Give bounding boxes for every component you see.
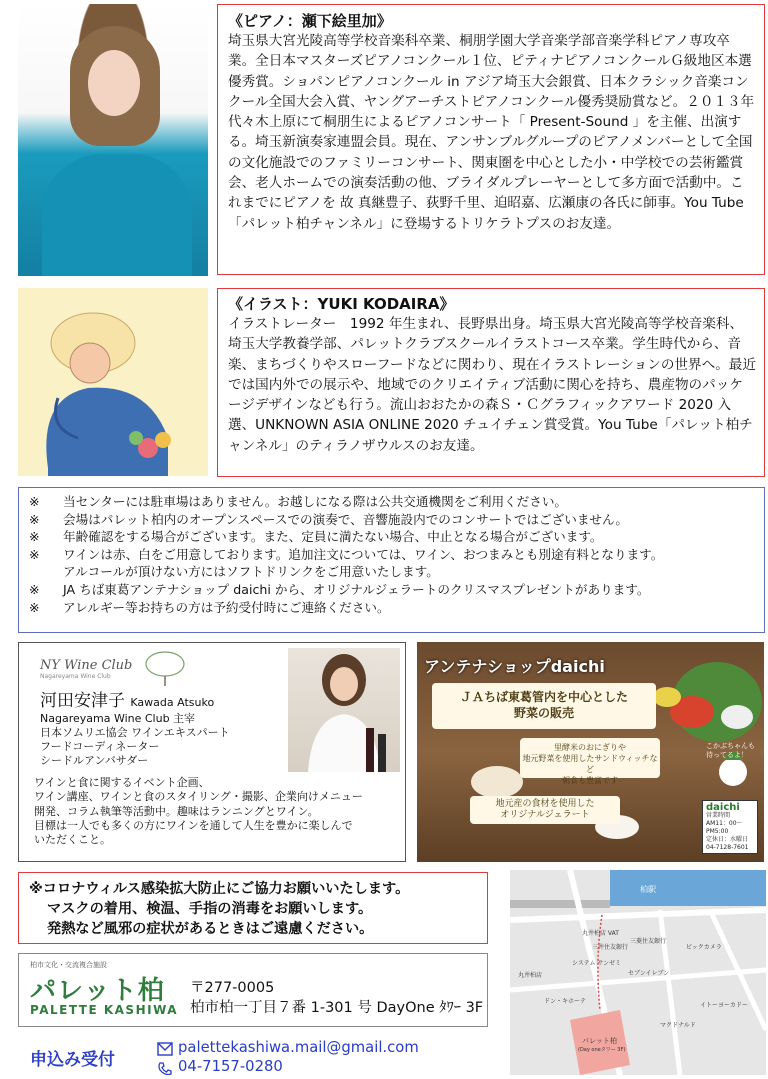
- venue-postal-code: 〒277-0005: [190, 980, 275, 996]
- notice-mark: ※: [29, 529, 40, 545]
- map-label: 丸井柏店 VAT: [582, 930, 619, 937]
- sommelier-name: [40, 690, 214, 714]
- shop-card-line: 地元野菜を使用したサンドウィッチなど: [522, 754, 658, 774]
- contact-email-link[interactable]: palettekashiwa.mail@gmail.com: [178, 1039, 419, 1056]
- radish-line: こかぶちゃんも: [706, 742, 755, 750]
- shop-card-line: 里酵米のおにぎりや: [554, 743, 626, 752]
- wine-club-logo: [40, 658, 190, 688]
- notice-item: [29, 599, 754, 617]
- shop-info-line: AM11：00～PM5:00: [706, 820, 743, 835]
- pianist-photo: [18, 4, 208, 276]
- desc-line: いただくこと。: [34, 833, 111, 847]
- shop-card-line: オリジナルジェラート: [500, 810, 590, 820]
- illust-title: 《イラスト：YUKI KODAIRA》: [228, 295, 455, 313]
- desc-line: 目標は一人でも多くの方にワインを通して人生を豊かに楽しんで: [34, 818, 353, 832]
- sommelier-titles: [40, 712, 230, 768]
- piano-body: 埼玉県大宮光陵高等学校音楽科卒業、桐朋学園大学音楽学部音楽学科ピアノ専攻卒業。全日本マスターズピアノコンクール１位、ピティナピアノコンクールＧ級地区本選優秀賞。ショパンピアノコンクール in アジア埼玉大会銀賞、日本クラシック音楽コンクール全国大会入賞、ヤングアーチストピアノコンクール優秀奨励賞など。２０１３年代々木上原にて桐朋生によるピアノコンサート「 Present-Sound 」を主催、出演する。埼玉新演奏家連盟会員。現在、アンサンブルグループのピアノメンバーとして全国の文化施設でのファミリーコンサート、関東圏を中心とした小・中学校での芸術鑑賞会、老人ホームでの演奏活動の他、ブライダルプレーヤーとして多方面で活動中。これまでにピアノを 故 真継豊子、荻野千里、迫昭嘉、広瀬康の各氏に師事。You Tube「パレット柏チャンネル」に登場するトリケラトプスのお友達。: [228, 33, 755, 232]
- notice-text: JA ちば東葛アンテナショップ daichi から、オリジナルジェラートのクリスマスプレゼントがあります。: [63, 581, 650, 597]
- map-label: (Day oneタワー 3F): [578, 1047, 626, 1053]
- access-map: [510, 870, 766, 1075]
- piano-profile-box: [217, 4, 765, 275]
- notice-item: [29, 581, 754, 599]
- sommelier-photo: [288, 648, 400, 772]
- map-label: ビックカメラ: [686, 944, 722, 951]
- shop-info-line: 04-7128-7601: [706, 844, 749, 851]
- sommelier-name-jp: 河田安津子: [40, 691, 125, 711]
- shop-info-card: [702, 800, 758, 854]
- notice-text: ワインは赤、白をご用意しております。追加注文については、ワイン、おつまみとも別途有料となります。: [63, 546, 664, 562]
- corona-notice: [18, 872, 488, 944]
- sommelier-title: シードルアンバサダー: [40, 754, 149, 767]
- illust-profile-box: [217, 288, 765, 477]
- venue-logo-en: PALETTE KASHIWA: [30, 1003, 179, 1017]
- shop-card-line: 野菜の販売: [513, 706, 574, 720]
- sommelier-title: 日本ソムリエ協会 ワインエキスパート: [40, 726, 230, 739]
- notice-continuation: アルコールが頂けない方にはソフトドリンクをご用意いたします。: [63, 564, 439, 580]
- corona-line: ※コロナウィルス感染拡大防止にご協力お願いいたします。: [29, 881, 410, 897]
- notice-text: アレルギー等お持ちの方は予約受付時にご連絡ください。: [63, 599, 390, 615]
- shop-card-vegetables: [432, 683, 656, 729]
- radish-line: 待ってるよ！: [706, 751, 748, 759]
- notice-item: [29, 511, 754, 529]
- illustration-drawing: [18, 288, 208, 476]
- notice-item: [29, 546, 754, 564]
- venue-address: 柏市柏一丁目７番 1-301 号 DayOne ﾀﾜｰ 3F: [190, 1000, 484, 1016]
- shop-card-line: 朝食も豊富です: [562, 776, 618, 785]
- map-label: イトーヨーカドー: [700, 1002, 748, 1009]
- map-label: マクドナルド: [660, 1022, 696, 1029]
- notice-text: 当センターには駐車場はありません。お越しになる際は公共交通機関をご利用ください。: [63, 494, 568, 509]
- notice-text: 会場はパレット柏内のオープンスペースでの演奏で、音響施設内でのコンサートではございません。: [63, 511, 628, 527]
- shop-info-line: 営業時間: [706, 812, 731, 819]
- illustration-image: [18, 288, 208, 476]
- desc-line: ワイン講座、ワインと食のスタイリング・撮影、企業向けメニュー: [34, 790, 363, 804]
- notice-item: [29, 493, 754, 511]
- map-label: パレット柏: [582, 1037, 617, 1045]
- wine-club-logo-sub: Nagareyama Wine Club: [40, 673, 111, 680]
- notice-text: 年齢確認をする場合がございます。また、定員に満たない場合、中止となる場合がございます。: [63, 529, 603, 545]
- wine-club-logo-text: NY Wine Club: [40, 658, 133, 673]
- radish-mascot-text: [706, 742, 766, 760]
- corona-line: 発熱など風邪の症状があるときはご遠慮ください。: [47, 921, 374, 937]
- sommelier-description: [34, 776, 404, 847]
- tree-icon: [144, 650, 186, 686]
- venue-subtitle: 柏市文化・交流複合施設: [30, 961, 107, 969]
- sommelier-name-en: Kawada Atsuko: [130, 696, 215, 709]
- map-label: 三菱住友銀行: [630, 938, 667, 945]
- apply-heading: 申込み受付: [30, 1050, 115, 1070]
- notice-mark: ※: [29, 494, 40, 509]
- map-label: システム サンゼミ: [572, 960, 622, 967]
- pianist-face: [88, 50, 140, 116]
- map-label: 丸井柏店: [518, 972, 543, 979]
- shop-card-onigiri: [520, 738, 660, 785]
- shop-info-line: 定休日：水曜日: [706, 836, 749, 843]
- shop-card-line: ＪＡちば東葛管内を中心とした: [459, 690, 628, 704]
- shop-title: アンテナショップdaichi: [424, 657, 605, 676]
- phone-icon: [157, 1061, 173, 1077]
- notice-mark: ※: [29, 581, 40, 597]
- map-label: 柏駅: [640, 885, 656, 894]
- notice-mark: ※: [29, 599, 40, 615]
- sommelier-title: フードコーディネーター: [40, 740, 160, 753]
- contact-phone-link[interactable]: 04-7157-0280: [178, 1058, 283, 1075]
- shop-card-gelato: [470, 796, 620, 824]
- sommelier-title: Nagareyama Wine Club 主宰: [40, 712, 196, 725]
- sommelier-figure: [288, 648, 400, 772]
- corona-line: マスクの着用、検温、手指の消毒をお願いします。: [47, 901, 373, 917]
- piano-title: 《ピアノ：瀬下絵里加》: [228, 12, 392, 30]
- notice-mark: ※: [29, 546, 40, 562]
- notice-item: [29, 528, 754, 546]
- desc-line: ワインと食に関するイベント企画、: [34, 776, 210, 789]
- venue-logo: パレット柏: [30, 976, 165, 1006]
- shop-info-name: daichi: [706, 802, 740, 813]
- map-label: 三井住友銀行: [592, 944, 629, 951]
- illust-body: イラストレーター 1992 年生まれ、長野県出身。埼玉県大宮光陵高等学校音楽科、埼玉大学教養学部、パレットクラブスクールイラストコース卒業。学生時代から、音楽、まちづくりやスローフードなどに関わり、現在イラストレーションの世界へ。最近では国内外での展示や、地域でのクリエイティブ活動に関心を持ち、農産物のパッケージデザインなども行う。流山おおたかの森Ｓ・Ｃグラフィックアワード 2020 入選、UNKNOWN ASIA ONLINE 2020 チュイチェン賞受賞。You Tube「パレット柏チャンネル」のティラノザウルスのお友達。: [228, 316, 756, 454]
- notice-box: [18, 487, 765, 633]
- map-label: セブンイレブン: [628, 970, 670, 977]
- pianist-dress: [42, 154, 192, 276]
- map-label: ドン・キホーテ: [544, 998, 587, 1005]
- shop-card-line: 地元産の食材を使用した: [495, 799, 595, 809]
- mail-icon: [157, 1042, 173, 1056]
- notice-mark: ※: [29, 511, 40, 527]
- desc-line: 開発、コラム執筆等活動中。趣味はランニングとワイン。: [34, 804, 319, 818]
